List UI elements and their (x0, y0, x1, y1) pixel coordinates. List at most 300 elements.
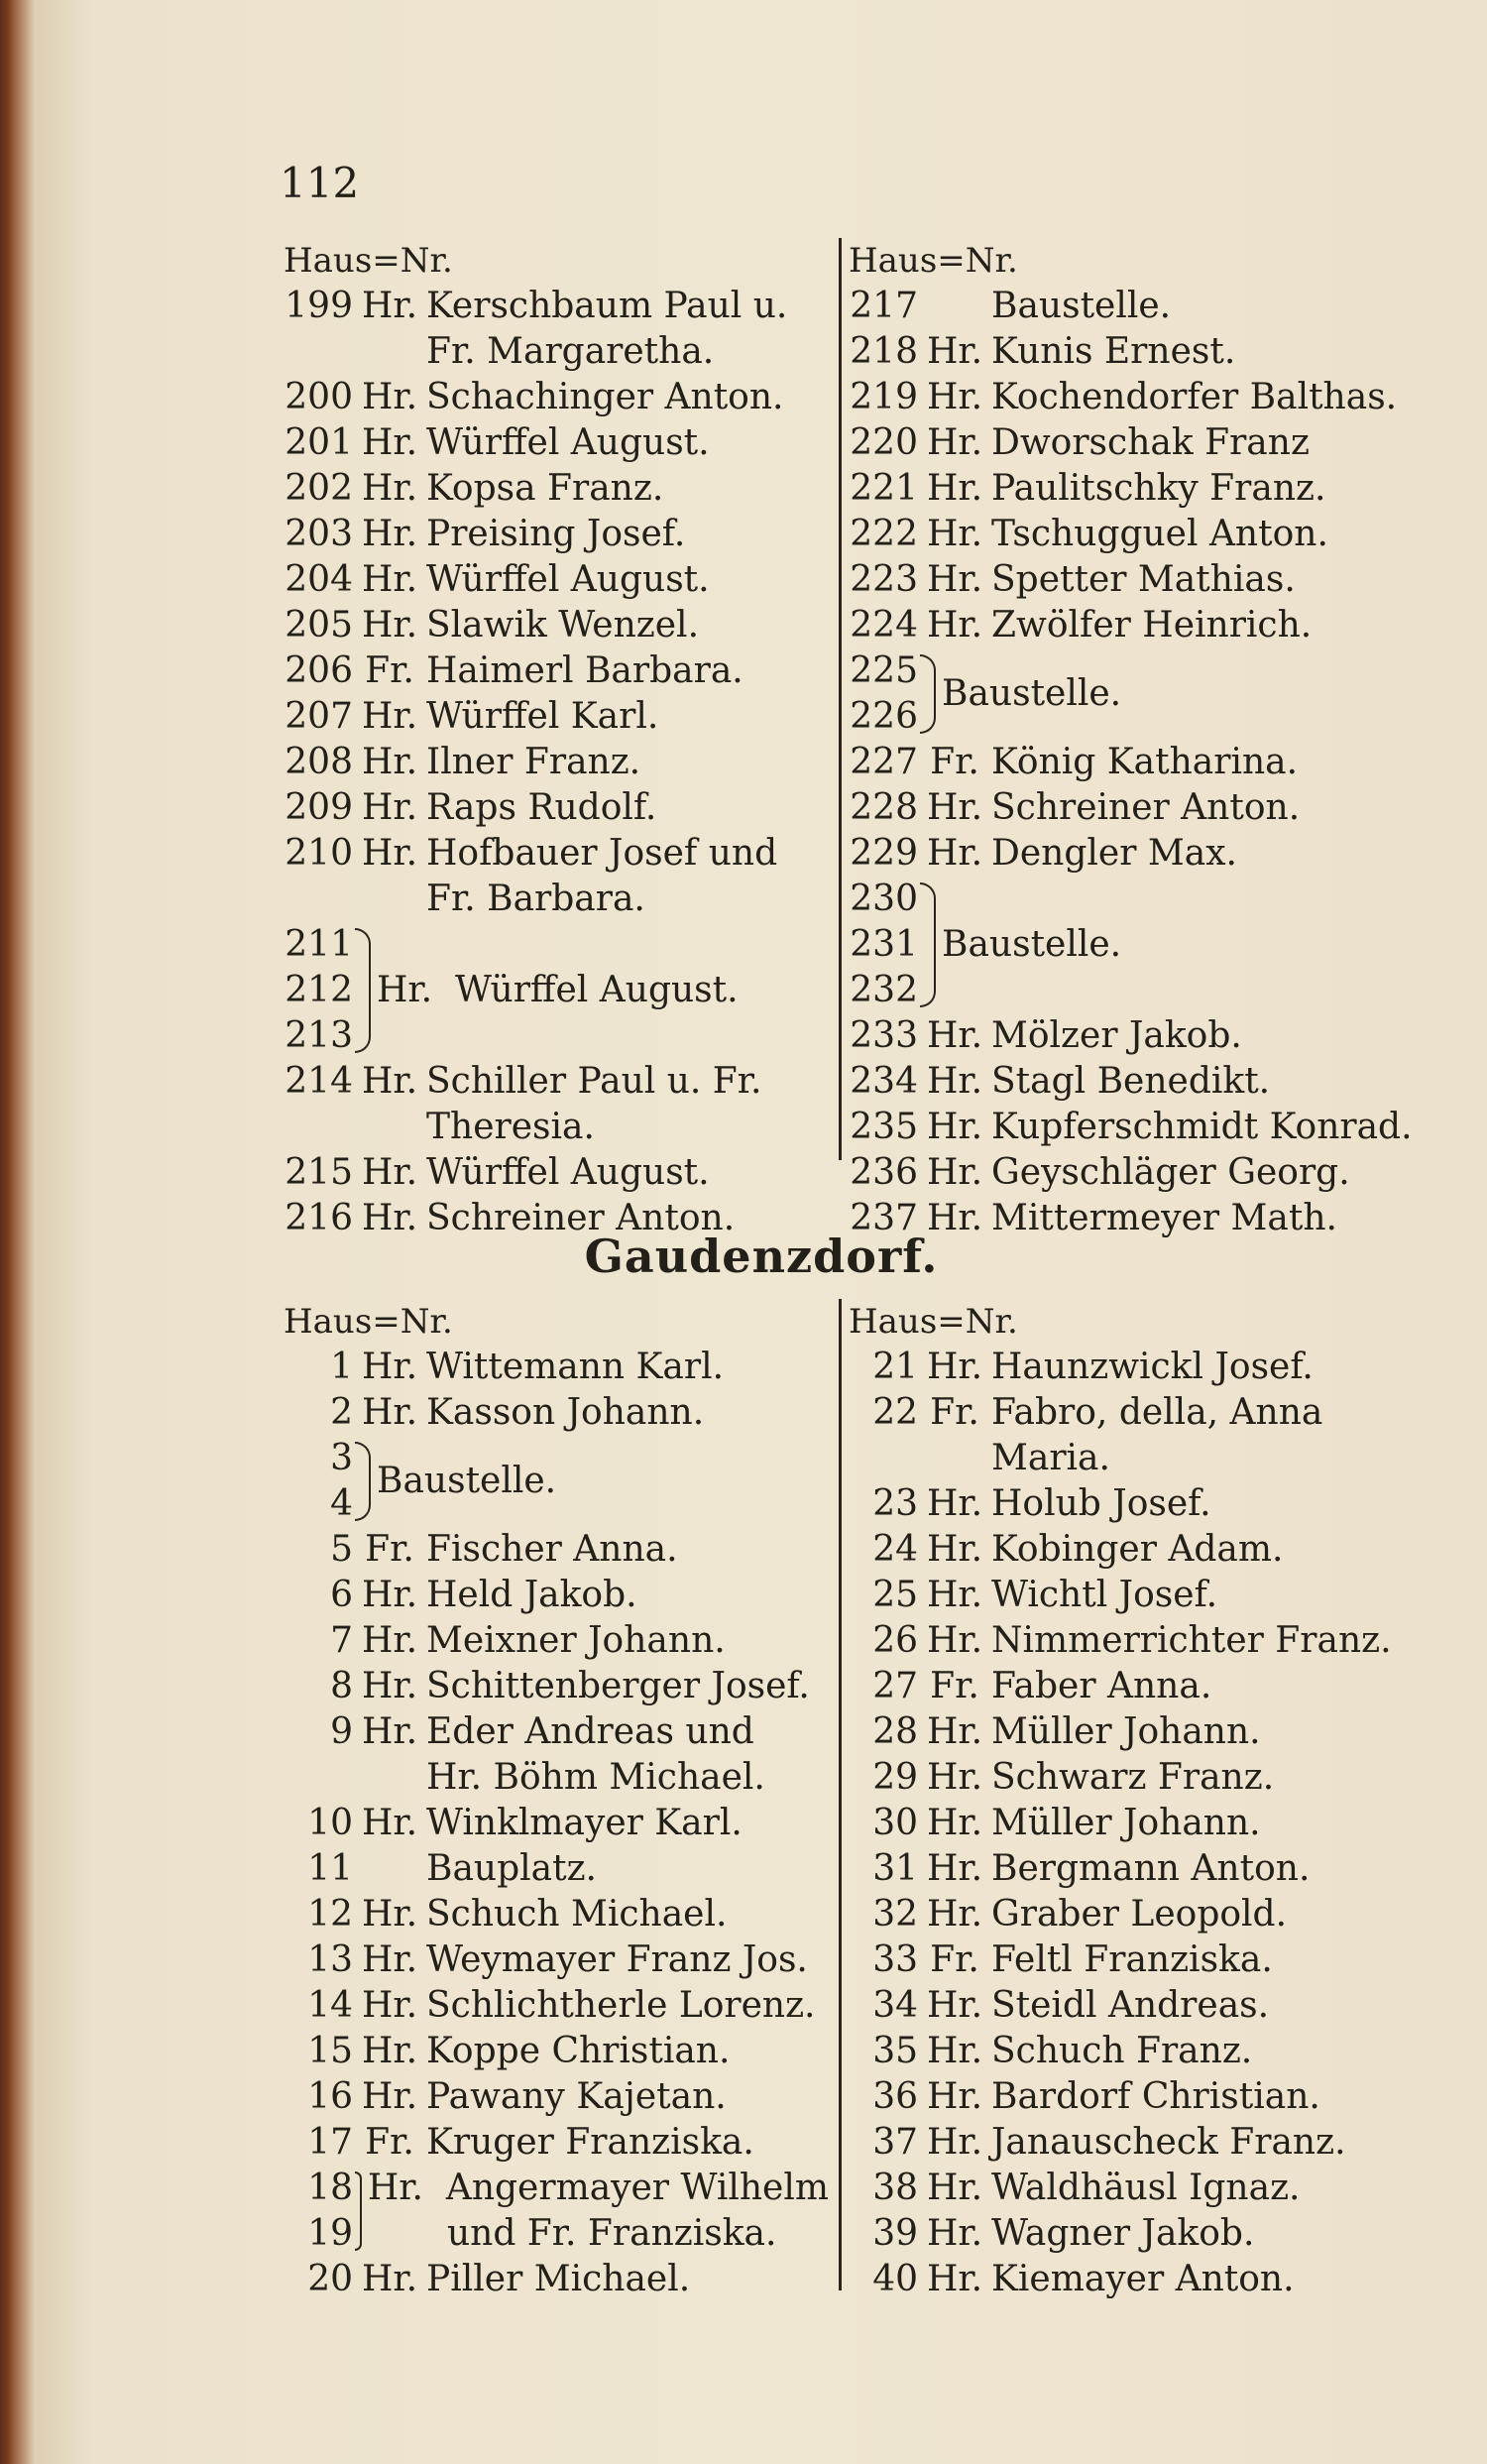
resident-name: Theresia. (426, 1107, 595, 1147)
salutation: Hr. (926, 1529, 983, 1570)
house-number: 227 (850, 742, 918, 782)
resident-name: König Katharina. (991, 742, 1299, 782)
resident-name: Dengler Max. (991, 833, 1237, 874)
directory-entry (849, 375, 1443, 420)
resident-name: Schreiner Anton. (991, 787, 1301, 828)
house-number: 38 (872, 2168, 918, 2208)
resident-name: Schiller Paul u. Fr. (426, 1061, 762, 1102)
house-number: 22 (872, 1392, 918, 1433)
house-number: 14 (307, 1985, 353, 2026)
resident-name: Koppe Christian. (426, 2031, 731, 2071)
directory-entry (849, 512, 1443, 557)
house-number: 233 (850, 1015, 918, 1056)
column-right (849, 1299, 1443, 2302)
salutation: Hr. (926, 1711, 983, 1752)
directory-entry (849, 1481, 1443, 1527)
group-text (368, 2166, 829, 2257)
salutation: Hr. (361, 1803, 418, 1843)
directory-entry (849, 1846, 1443, 1892)
house-number: 23 (872, 1483, 918, 1524)
column-header: Haus=Nr. (849, 241, 1018, 281)
house-number: 35 (872, 2031, 918, 2071)
salutation: Hr. (926, 1803, 983, 1843)
resident-name: Geyschläger Georg. (991, 1152, 1350, 1193)
salutation: Hr. (361, 2031, 418, 2071)
house-number: 209 (285, 787, 353, 828)
house-number: 221 (850, 468, 918, 509)
curly-brace (355, 928, 371, 1053)
salutation: Hr. (926, 2168, 983, 2208)
house-number: 5 (330, 1529, 353, 1570)
directory-entry (284, 1892, 829, 1937)
resident-name: Baustelle. (377, 1461, 557, 1501)
salutation: Hr. (926, 833, 983, 874)
directory-entry (284, 1345, 829, 1390)
house-number: 15 (307, 2031, 353, 2071)
salutation: Hr. (361, 286, 418, 326)
house-number: 215 (285, 1152, 353, 1193)
resident-name: Mölzer Jakob. (991, 1015, 1242, 1056)
group-text (377, 1459, 556, 1504)
resident-name: Müller Johann. (991, 1803, 1261, 1843)
directory-entry (284, 740, 829, 785)
salutation: Hr. (361, 1061, 418, 1102)
salutation: Hr. (361, 1711, 418, 1752)
house-number: 13 (307, 1939, 353, 1980)
house-number: 206 (285, 650, 353, 691)
house-number: 25 (872, 1575, 918, 1615)
resident-name: und Fr. Franziska. (367, 2213, 777, 2254)
salutation: Hr. (361, 1575, 418, 1615)
house-number: 2 (330, 1392, 353, 1433)
salutation: Hr. (926, 1894, 983, 1935)
grouped-entry (284, 1436, 829, 1527)
salutation: Hr. (361, 1392, 418, 1433)
house-number: 34 (872, 1985, 918, 2026)
resident-name: Kunis Ernest. (991, 331, 1236, 372)
resident-name: Hr. Böhm Michael. (426, 1757, 765, 1798)
directory-entry (284, 785, 829, 831)
resident-name: Spetter Mathias. (991, 559, 1296, 600)
house-number: 26 (872, 1620, 918, 1661)
directory-entry (849, 1801, 1443, 1846)
resident-name: Bauplatz. (426, 1848, 598, 1889)
salutation: Hr. (926, 2213, 983, 2254)
resident-name: Würffel August. (426, 559, 710, 600)
resident-name: Fischer Anna. (426, 1529, 678, 1570)
resident-name: Eder Andreas und (426, 1711, 754, 1752)
salutation: Hr. (361, 1152, 418, 1193)
house-number: 19 (307, 2213, 353, 2254)
house-number: 228 (850, 787, 918, 828)
house-number: 237 (850, 1198, 918, 1238)
directory-entry (284, 1937, 829, 1983)
column-header: Haus=Nr. (284, 241, 453, 281)
resident-name: Pawany Kajetan. (426, 2076, 727, 2117)
directory-entry (284, 1846, 829, 1892)
resident-name: Schuch Franz. (991, 2031, 1253, 2071)
resident-name: Kiemayer Anton. (991, 2259, 1295, 2299)
directory-entry-continuation (284, 1105, 829, 1150)
resident-name: Würffel Karl. (426, 696, 659, 737)
resident-name: Steidl Andreas. (991, 1985, 1270, 2026)
directory-entry (849, 329, 1443, 375)
house-number: 202 (285, 468, 353, 509)
directory-entry (849, 1013, 1443, 1059)
house-number: 200 (285, 377, 353, 417)
resident-name: Hr. Angermayer Wilhelm (367, 2168, 829, 2208)
resident-name: Mittermeyer Math. (991, 1198, 1337, 1238)
salutation: Fr. (365, 2122, 414, 2163)
resident-name: Raps Rudolf. (426, 787, 657, 828)
salutation: Hr. (926, 1848, 983, 1889)
resident-name: Fr. Margaretha. (426, 331, 715, 372)
salutation: Hr. (926, 1575, 983, 1615)
house-number: 218 (850, 331, 918, 372)
directory-entry (849, 1573, 1443, 1618)
resident-name: Piller Michael. (426, 2259, 691, 2299)
house-number-group (849, 648, 918, 740)
house-number: 39 (872, 2213, 918, 2254)
resident-name: Bardorf Christian. (991, 2076, 1320, 2117)
resident-name: Würffel August. (426, 1152, 710, 1193)
salutation: Hr. (926, 2076, 983, 2117)
house-number: 4 (330, 1483, 353, 1524)
salutation: Hr. (926, 468, 983, 509)
curly-brace (355, 2171, 362, 2251)
directory-entry (284, 284, 829, 329)
directory-entry (849, 1664, 1443, 1709)
resident-name: Tschugguel Anton. (991, 514, 1328, 554)
house-number: 1 (330, 1347, 353, 1387)
directory-entry (284, 466, 829, 512)
house-number: 217 (850, 286, 918, 326)
directory-entry (284, 1059, 829, 1105)
directory-entry (849, 1937, 1443, 1983)
directory-entry (284, 1573, 829, 1618)
directory-entry (284, 1983, 829, 2029)
directory-entry (284, 1664, 829, 1709)
house-number: 17 (307, 2122, 353, 2163)
directory-entry (284, 2257, 829, 2302)
salutation: Hr. (361, 1666, 418, 1706)
salutation: Hr. (926, 331, 983, 372)
resident-name: Würffel August. (426, 422, 710, 463)
salutation: Hr. (926, 1347, 983, 1387)
directory-entry (284, 648, 829, 694)
resident-name: Fr. Barbara. (426, 879, 645, 919)
house-number: 222 (850, 514, 918, 554)
resident-name: Kupferschmidt Konrad. (991, 1107, 1413, 1147)
salutation: Fr. (930, 742, 979, 782)
directory-entry (849, 1390, 1443, 1436)
grouped-entry (284, 922, 829, 1059)
house-number: 226 (850, 696, 918, 737)
house-number: 10 (307, 1803, 353, 1843)
house-number: 6 (330, 1575, 353, 1615)
house-number: 236 (850, 1152, 918, 1193)
salutation: Hr. (361, 422, 418, 463)
column-header: Haus=Nr. (284, 1302, 453, 1342)
house-number-group (284, 1436, 353, 1527)
resident-name: Fabro, della, Anna (991, 1392, 1323, 1433)
salutation: Hr. (361, 696, 418, 737)
directory-entry (849, 603, 1443, 648)
salutation: Hr. (361, 377, 418, 417)
directory-entry (849, 2029, 1443, 2074)
salutation: Hr. (361, 1620, 418, 1661)
salutation: Hr. (361, 833, 418, 874)
house-number: 204 (285, 559, 353, 600)
group-text (942, 922, 1121, 968)
directory-entry (849, 1105, 1443, 1150)
directory-entry (284, 1709, 829, 1755)
salutation: Hr. (926, 787, 983, 828)
resident-name: Preising Josef. (426, 514, 686, 554)
salutation: Hr. (926, 2122, 983, 2163)
salutation: Hr. (361, 468, 418, 509)
resident-name: Dworschak Franz (991, 422, 1310, 463)
house-number: 201 (285, 422, 353, 463)
resident-name: Baustelle. (991, 286, 1172, 326)
house-number: 36 (872, 2076, 918, 2117)
directory-entry (849, 1059, 1443, 1105)
resident-name: Zwölfer Heinrich. (991, 605, 1313, 645)
house-number-group (849, 877, 918, 1013)
resident-name: Kopsa Franz. (426, 468, 664, 509)
house-number: 37 (872, 2122, 918, 2163)
directory-entry (284, 694, 829, 740)
resident-name: Wittemann Karl. (426, 1347, 725, 1387)
curly-brace (355, 1442, 371, 1521)
salutation: Hr. (361, 1198, 418, 1238)
salutation: Hr. (926, 1061, 983, 1102)
house-number: 220 (850, 422, 918, 463)
salutation: Hr. (926, 1107, 983, 1147)
house-number: 18 (307, 2168, 353, 2208)
grouped-entry (849, 877, 1443, 1013)
house-number: 230 (850, 879, 918, 919)
directory-entry-continuation (284, 1755, 829, 1801)
salutation (353, 1846, 426, 1892)
directory-entry (849, 1709, 1443, 1755)
resident-name: Kasson Johann. (426, 1392, 705, 1433)
directory-entry (849, 466, 1443, 512)
salutation: Hr. (361, 2259, 418, 2299)
directory-entry (849, 557, 1443, 603)
salutation: Fr. (930, 1939, 979, 1980)
resident-name: Wichtl Josef. (991, 1575, 1218, 1615)
directory-entry (849, 2074, 1443, 2120)
house-number: 27 (872, 1666, 918, 1706)
resident-name: Kochendorfer Balthas. (991, 377, 1398, 417)
directory-entry (849, 1527, 1443, 1573)
house-number-group (284, 2166, 353, 2257)
section-title: Gaudenzdorf. (584, 1230, 939, 1283)
salutation: Hr. (926, 514, 983, 554)
house-number: 210 (285, 833, 353, 874)
resident-name: Faber Anna. (991, 1666, 1212, 1706)
salutation: Hr. (361, 1894, 418, 1935)
house-number: 216 (285, 1198, 353, 1238)
house-number: 11 (307, 1848, 353, 1889)
salutation: Hr. (926, 2031, 983, 2071)
resident-name: Schittenberger Josef. (426, 1666, 810, 1706)
house-number: 232 (850, 970, 918, 1010)
house-number: 3 (330, 1438, 353, 1478)
salutation: Hr. (361, 605, 418, 645)
salutation: Hr. (361, 2076, 418, 2117)
column-right (849, 238, 1443, 1241)
directory-entry (284, 1801, 829, 1846)
salutation: Hr. (926, 1757, 983, 1798)
house-number-group (284, 922, 353, 1059)
resident-name: Winklmayer Karl. (426, 1803, 743, 1843)
directory-entry (849, 785, 1443, 831)
directory-entry (849, 1892, 1443, 1937)
house-number: 214 (285, 1061, 353, 1102)
column-divider (839, 238, 842, 1160)
resident-name: Paulitschky Franz. (991, 468, 1326, 509)
house-number: 223 (850, 559, 918, 600)
directory-entry (284, 375, 829, 420)
directory-entry (849, 2257, 1443, 2302)
directory-entry-continuation (284, 329, 829, 375)
salutation: Fr. (930, 1666, 979, 1706)
house-number: 8 (330, 1666, 353, 1706)
directory-entry (849, 420, 1443, 466)
resident-name: Held Jakob. (426, 1575, 637, 1615)
house-number: 7 (330, 1620, 353, 1661)
directory-entry (849, 1755, 1443, 1801)
resident-name: Kruger Franziska. (426, 2122, 754, 2163)
resident-name: Weymayer Franz Jos. (426, 1939, 808, 1980)
directory-entry (284, 1150, 829, 1196)
book-page (36, 0, 1487, 2464)
house-number: 224 (850, 605, 918, 645)
group-text (377, 968, 739, 1013)
directory-entry (849, 284, 1443, 329)
resident-name: Wagner Jakob. (991, 2213, 1255, 2254)
resident-name: Baustelle. (942, 924, 1122, 965)
resident-name: Slawik Wenzel. (426, 605, 700, 645)
resident-name: Schachinger Anton. (426, 377, 784, 417)
salutation: Hr. (361, 1985, 418, 2026)
grouped-entry (849, 648, 1443, 740)
directory-entry (284, 831, 829, 877)
resident-name: Nimmerrichter Franz. (991, 1620, 1392, 1661)
house-number: 31 (872, 1848, 918, 1889)
directory-entry (284, 420, 829, 466)
group-text (942, 671, 1121, 717)
salutation: Fr. (365, 1529, 414, 1570)
column-left (284, 238, 829, 1241)
salutation: Hr. (361, 1939, 418, 1980)
salutation: Hr. (361, 514, 418, 554)
grouped-entry (284, 2166, 829, 2257)
resident-name: Holub Josef. (991, 1483, 1211, 1524)
directory-entry (284, 512, 829, 557)
directory-entry (284, 2120, 829, 2166)
directory-entry (849, 1983, 1443, 2029)
house-number: 234 (850, 1061, 918, 1102)
directory-entry (849, 1150, 1443, 1196)
resident-name: Meixner Johann. (426, 1620, 726, 1661)
salutation: Hr. (926, 1152, 983, 1193)
directory-entry (284, 1527, 829, 1573)
resident-name: Janauscheck Franz. (991, 2122, 1346, 2163)
house-number: 207 (285, 696, 353, 737)
salutation: Hr. (926, 1483, 983, 1524)
salutation: Hr. (361, 1347, 418, 1387)
directory-entry (849, 2211, 1443, 2257)
directory-entry (849, 1618, 1443, 1664)
house-number: 28 (872, 1711, 918, 1752)
resident-name: Graber Leopold. (991, 1894, 1288, 1935)
house-number: 203 (285, 514, 353, 554)
salutation: Hr. (361, 787, 418, 828)
salutation: Hr. (361, 742, 418, 782)
house-number: 33 (872, 1939, 918, 1980)
salutation: Fr. (930, 1392, 979, 1433)
directory-entry (284, 1618, 829, 1664)
directory-entry (849, 2120, 1443, 2166)
house-number: 29 (872, 1757, 918, 1798)
column-divider (839, 1299, 842, 2290)
column-header: Haus=Nr. (849, 1302, 1018, 1342)
resident-name: Schreiner Anton. (426, 1198, 736, 1238)
directory-entry (284, 2029, 829, 2074)
house-number: 21 (872, 1347, 918, 1387)
house-number: 213 (285, 1015, 353, 1056)
resident-name: Bergmann Anton. (991, 1848, 1311, 1889)
salutation: Hr. (926, 1198, 983, 1238)
resident-name: Stagl Benedikt. (991, 1061, 1271, 1102)
salutation: Hr. (361, 559, 418, 600)
directory-entry (284, 557, 829, 603)
house-number: 211 (285, 924, 353, 965)
salutation: Hr. (926, 605, 983, 645)
curly-brace (920, 654, 936, 734)
house-number: 16 (307, 2076, 353, 2117)
salutation: Hr. (926, 377, 983, 417)
house-number: 30 (872, 1803, 918, 1843)
directory-entry (849, 740, 1443, 785)
directory-entry (284, 603, 829, 648)
salutation: Fr. (365, 650, 414, 691)
house-number: 40 (872, 2259, 918, 2299)
salutation: Hr. (926, 1015, 983, 1056)
house-number: 219 (850, 377, 918, 417)
directory-entry-continuation (284, 877, 829, 922)
resident-name: Schuch Michael. (426, 1894, 728, 1935)
salutation: Hr. (926, 1620, 983, 1661)
house-number: 20 (307, 2259, 353, 2299)
salutation: Hr. (926, 2259, 983, 2299)
directory-entry (849, 1345, 1443, 1390)
house-number: 235 (850, 1107, 918, 1147)
house-number: 12 (307, 1894, 353, 1935)
salutation: Hr. (926, 1985, 983, 2026)
resident-name: Ilner Franz. (426, 742, 641, 782)
house-number: 199 (285, 286, 353, 326)
resident-name: Haunzwickl Josef. (991, 1347, 1314, 1387)
salutation: Hr. (926, 559, 983, 600)
house-number: 205 (285, 605, 353, 645)
salutation: Hr. (926, 422, 983, 463)
resident-name: Schwarz Franz. (991, 1757, 1275, 1798)
resident-name: Hofbauer Josef und (426, 833, 778, 874)
